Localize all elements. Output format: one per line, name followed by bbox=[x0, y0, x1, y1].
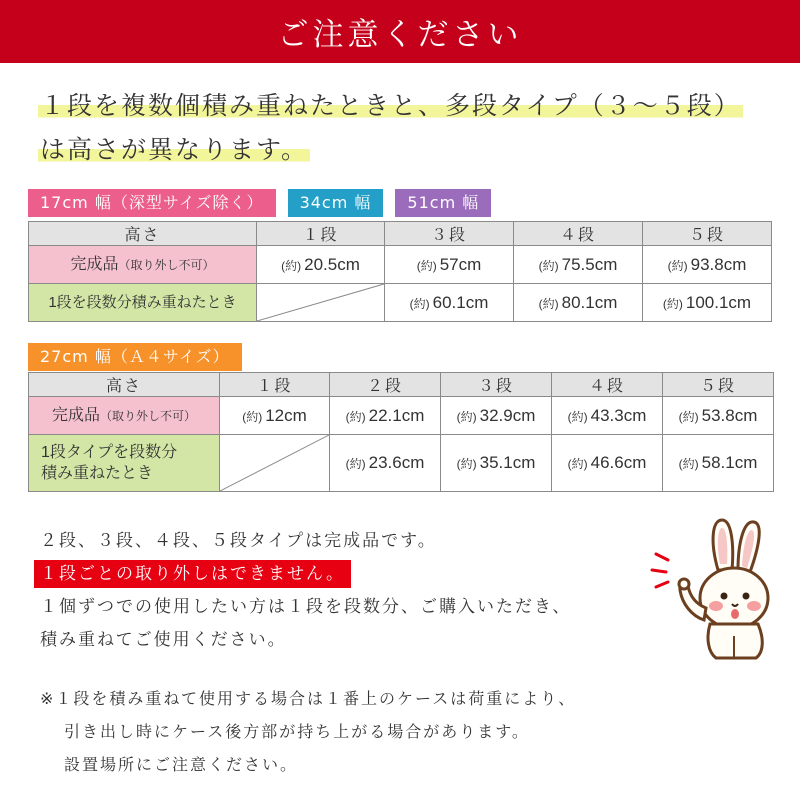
diagonal-line-icon bbox=[220, 435, 329, 491]
table2-row1-label bbox=[29, 397, 220, 435]
diagonal-line-icon bbox=[257, 284, 384, 321]
row-label-main: 完成品 bbox=[51, 406, 100, 424]
table-row bbox=[29, 246, 772, 284]
notice-title: ご注意ください bbox=[277, 17, 523, 53]
footnote-line-3: 設置場所にご注意ください。 bbox=[64, 755, 299, 774]
table1-width-tags bbox=[28, 189, 503, 217]
tag-17cm: 17cm 幅（深型サイズ除く） bbox=[28, 189, 276, 217]
table1-row1-label bbox=[29, 246, 257, 284]
table2-r1-c4: (約) 43.3cm bbox=[552, 397, 663, 435]
table1-r2-c3: (約) 80.1cm bbox=[514, 284, 643, 322]
table2-r1-c1: (約) 12cm bbox=[220, 397, 330, 435]
table-row bbox=[29, 435, 774, 492]
tag-34cm: 34cm 幅 bbox=[288, 189, 384, 217]
table-row bbox=[29, 284, 772, 322]
tag-27cm: 27cm 幅（Ａ４サイズ） bbox=[28, 343, 242, 371]
height-table-1 bbox=[28, 221, 772, 322]
table1-r1-c1: (約) 20.5cm bbox=[257, 246, 385, 284]
table2-col-5: ５段 bbox=[663, 373, 774, 397]
table1-header-row bbox=[29, 222, 772, 246]
table1-r2-c2: (約) 60.1cm bbox=[385, 284, 514, 322]
intro-line-2: は高さが異なります。 bbox=[40, 135, 309, 164]
table1-header-label: 高さ bbox=[29, 222, 257, 246]
note-line-3: １個ずつでの使用したい方は１段を段数分、ご購入いただき、 bbox=[40, 597, 572, 617]
table2-col-4: ４段 bbox=[552, 373, 663, 397]
table2-r1-c2: (約) 22.1cm bbox=[330, 397, 441, 435]
intro-line-1: １段を複数個積み重ねたときと、多段タイプ（３〜５段） bbox=[40, 91, 741, 120]
tag-51cm: 51cm 幅 bbox=[395, 189, 491, 217]
table1-col-3: ４段 bbox=[514, 222, 643, 246]
table2-r2-c3: (約) 35.1cm bbox=[441, 435, 552, 492]
note-line-1: ２段、３段、４段、５段タイプは完成品です。 bbox=[40, 531, 437, 551]
footnote-line-1: ※１段を積み重ねて使用する場合は１番上のケースは荷重により、 bbox=[40, 689, 577, 708]
table2-col-1: １段 bbox=[220, 373, 330, 397]
table2-header-row bbox=[29, 373, 774, 397]
warning-badge: １段ごとの取り外しはできません。 bbox=[34, 560, 351, 588]
row-label-sub: （取り外し不可） bbox=[100, 408, 197, 423]
notes bbox=[40, 525, 640, 657]
note-line-4: 積み重ねてご使用ください。 bbox=[40, 630, 287, 650]
table2-r1-c5: (約) 53.8cm bbox=[663, 397, 774, 435]
table2-empty-cell bbox=[220, 435, 330, 492]
rabbit-pointing-icon bbox=[648, 512, 774, 662]
table1-r1-c2: (約) 57cm bbox=[385, 246, 514, 284]
table-row bbox=[29, 397, 774, 435]
table1-row2-label: 1段を段数分積み重ねたとき bbox=[29, 284, 257, 322]
row-label-sub: （取り外し不可） bbox=[118, 257, 215, 272]
table2-col-3: ３段 bbox=[441, 373, 552, 397]
table2-row2-label: 1段タイプを段数分 積み重ねたとき bbox=[29, 435, 220, 492]
table2-r2-c5: (約) 58.1cm bbox=[663, 435, 774, 492]
table1-r2-c4: (約) 100.1cm bbox=[643, 284, 772, 322]
footnote bbox=[40, 682, 680, 781]
table2-r2-c4: (約) 46.6cm bbox=[552, 435, 663, 492]
row-label-main: 完成品 bbox=[70, 255, 119, 273]
table1-r1-c3: (約) 75.5cm bbox=[514, 246, 643, 284]
table1-r1-c4: (約) 93.8cm bbox=[643, 246, 772, 284]
footnote-line-2: 引き出し時にケース後方部が持ち上がる場合があります。 bbox=[64, 722, 530, 741]
table1-col-2: ３段 bbox=[385, 222, 514, 246]
table2-col-2: ２段 bbox=[330, 373, 441, 397]
notice-header bbox=[0, 0, 800, 63]
table1-col-4: ５段 bbox=[643, 222, 772, 246]
table2-r2-c2: (約) 23.6cm bbox=[330, 435, 441, 492]
table2-header-label: 高さ bbox=[29, 373, 220, 397]
table2-r1-c3: (約) 32.9cm bbox=[441, 397, 552, 435]
height-table-2 bbox=[28, 372, 774, 492]
intro-text bbox=[38, 84, 768, 172]
table1-empty-cell bbox=[257, 284, 385, 322]
table1-col-1: １段 bbox=[257, 222, 385, 246]
table2-width-tags bbox=[28, 343, 254, 371]
